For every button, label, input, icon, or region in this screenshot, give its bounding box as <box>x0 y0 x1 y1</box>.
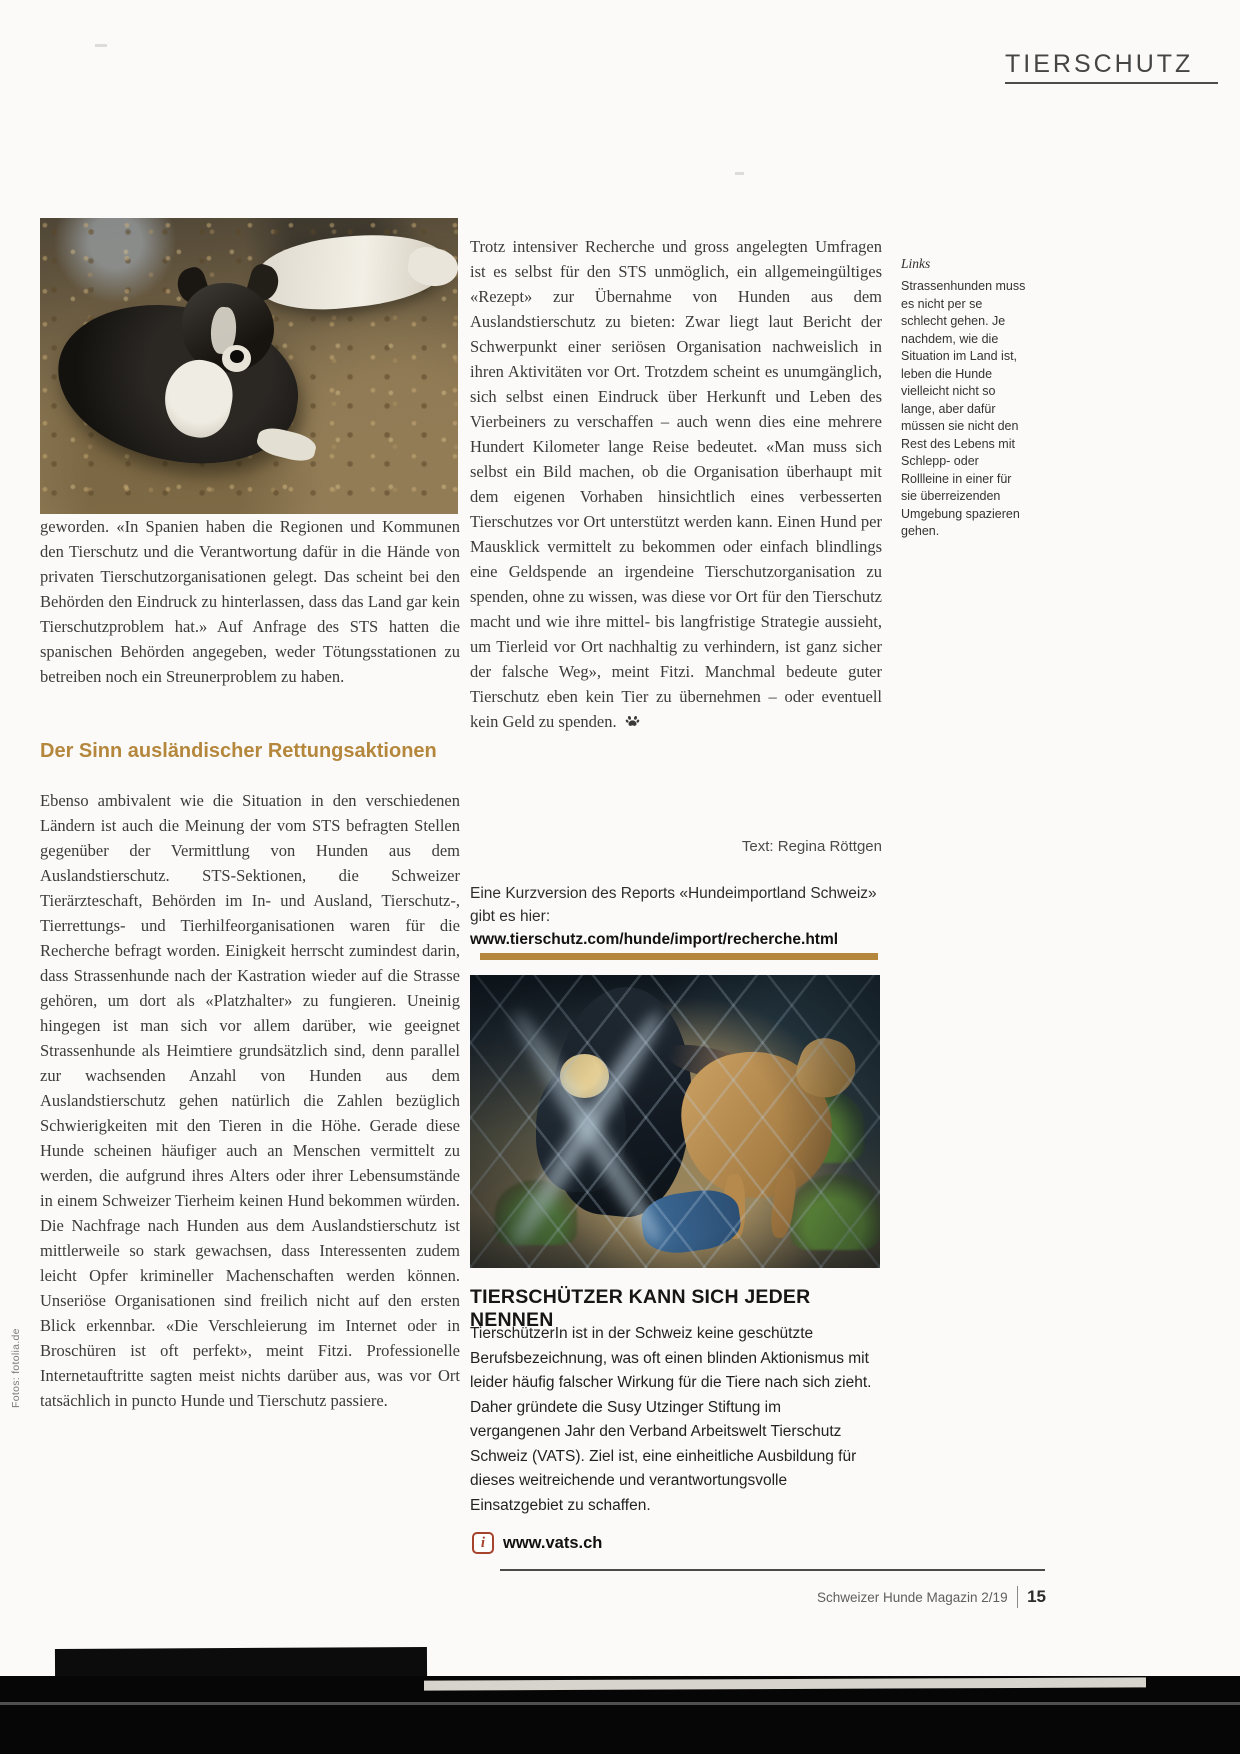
info-icon: i <box>472 1532 494 1554</box>
footer-page-number: 15 <box>1027 1587 1046 1606</box>
subheading: Der Sinn ausländischer Rettungsaktionen <box>40 740 437 762</box>
footer-magazine: Schweizer Hunde Magazin 2/19 <box>816 1589 1008 1605</box>
sidebar-caption-title: Links <box>901 256 931 271</box>
info-link-row <box>472 1532 602 1554</box>
byline: Text: Regina Röttgen <box>741 838 882 855</box>
body-paragraph: geworden. «In Spanien haben die Regionen und Kommunen den Tierschutz und die Verantwortung dafür in die Hände von privaten Tierschutzorganisationen gelegt. Das scheint bei den Behörden den Eindruck zu hinterlassen, dass das Land gar kein Tierschutzproblem hat.» Auf Anfrage des STS hatten die spanischen Behörden angegeben, weder Tötungsstationen zu betreiben noch ein Streunerproblem zu haben. <box>40 517 460 686</box>
scan-speck <box>95 44 107 47</box>
body-paragraph <box>470 234 882 736</box>
footer <box>660 1586 1046 1608</box>
sidebar-caption-body: Strassenhunden muss es nicht per se schlecht gehen. Je nachdem, wie die Situation im Land ist, leben die Hunde vielleicht nicht so lange, aber dafür müssen sie nicht den Rest des Lebens mit Schlepp- oder Rollleine in einer für sie überreizenden Umgebung spazieren gehen. <box>901 279 1026 538</box>
paw-icon <box>625 711 640 736</box>
info-box-heading: TIERSCHÜTZER KANN SICH JEDER NENNEN <box>470 1286 811 1331</box>
shelter-photo <box>470 975 880 1268</box>
report-url: www.tierschutz.com/hunde/import/recherche.html <box>470 931 839 948</box>
section-label: TIERSCHUTZ <box>1005 50 1194 78</box>
street-dogs-photo <box>40 218 458 514</box>
scan-speck <box>735 172 744 175</box>
scan-artifact <box>0 1702 1240 1705</box>
sidebar-caption <box>901 256 1029 541</box>
report-note-text: Eine Kurzversion des Reports «Hundeimportland Schweiz» gibt es hier: <box>470 885 877 925</box>
scan-artifact <box>55 1647 427 1679</box>
report-note <box>470 882 894 951</box>
footer-separator <box>1017 1586 1019 1608</box>
info-box-body: TierschützerIn ist in der Schweiz keine geschützte Berufsbezeichnung, was oft einen blinden Aktionismus mit leider häufig falscher Wirkung für die Tiere nach sich zieht. Daher gründete die Susy Utzinger Stiftung im vergangenen Jahr den Verband Arbeitswelt Tierschutz Schweiz (VATS). Ziel ist, eine einheitliche Ausbildung für dieses weitreichende und verantwortungsvolle Einsatzgebiet zu schaffen. <box>470 1325 872 1514</box>
photo-shape <box>470 975 880 1268</box>
body-paragraph-text: Trotz intensiver Recherche und gross angelegten Umfragen ist es selbst für den STS unmöglich, ein allgemeingültiges «Rezept» zur Übernahme von Hunden aus dem Auslandstierschutz zu bieten: Zwar liegt laut Bericht der Schwerpunkt einer seriösen Organisation nachweislich in ihren Aktivitäten vor Ort. Trotzdem scheint es unumgänglich, sich selbst einen Eindruck über Herkunft und Leben des Vierbeiners zu verschaffen – auch wenn dies eine mehrere Hundert Kilometer lange Reise bedeutet. «Man muss sich selbst ein Bild machen, ob die Organisation überhaupt mit dem eigenen Vorhaben hinsichtlich eines verbesserten Tierschutzes vor Ort unterstützt werden kann. Einen Hund per Mausklick vermittelt zu bekommen oder einfach blindlings eine Geldspende an irgendeine Tierschutzorganisation zu spenden, ohne zu wissen, was diese vor Ort für den Tierschutz macht und wie ihre mittel- bis langfristige Strategie aussieht, um Tierleid vor Ort nachhaltig zu verhindern, ist ganz sicher der falsche Weg», meint Fitzi. Manchmal bedeute guter Tierschutz eben kein Tier zu übernehmen – oder eventuell kein Geld zu spenden. <box>470 237 882 731</box>
body-paragraph: Ebenso ambivalent wie die Situation in den verschiedenen Ländern ist auch die Meinung der vom STS befragten Stellen gegenüber der Vermittlung von Hunden aus dem Auslandstierschutz. STS-Sektionen, die Schweizer Tierärzteschaft, Behörden im In- und Ausland, Tierschutz-, Tierrettungs- und Tierhilfeorganisationen waren für die Recherche befragt worden. Einigkeit herrscht zumindest darin, dass Strassenhunde nach der Kastration wieder auf die Strasse gehören, um dort als «Platzhalter» zu fungieren. Uneinig hingegen ist man sich vor allem darüber, wie geeignet Strassenhunde als Heimtiere grundsätzlich sind, denn parallel zur wachsenden Anzahl von Hunden aus dem Auslandstierschutz gehen natürlich die Zahlen bezüglich Schwierigkeiten mit den Tieren in die Höhe. Gerade diese Hunde scheinen häufiger auch an Menschen vermittelt zu werden, die aufgrund ihres Alters oder ihrer Lebensumstände in einem Schweizer Tierheim keinen Hund bekommen würden. Die Nachfrage nach Hunden aus dem Auslandstierschutz ist mittlerweile so stark gewachsen, dass Interessenten zudem leicht Opfer krimineller Machenschaften werden können. Unseriöse Organisationen sind freilich nicht auf den ersten Blick erkennbar. «Die Verschleierung im Internet oder in Broschüren ist oft perfekt», meint Fitzi. Professionelle Internetauftritte sagten meist nichts darüber aus, was vor Ort tatsächlich in puncto Hunde und Tierschutz passiere. <box>40 791 460 1410</box>
gold-divider <box>480 953 878 960</box>
photo-credit: Fotos: fotolia.de <box>10 1328 22 1408</box>
bottom-rule <box>500 1569 1045 1571</box>
section-rule <box>1005 82 1218 84</box>
vats-link: www.vats.ch <box>503 1533 603 1552</box>
